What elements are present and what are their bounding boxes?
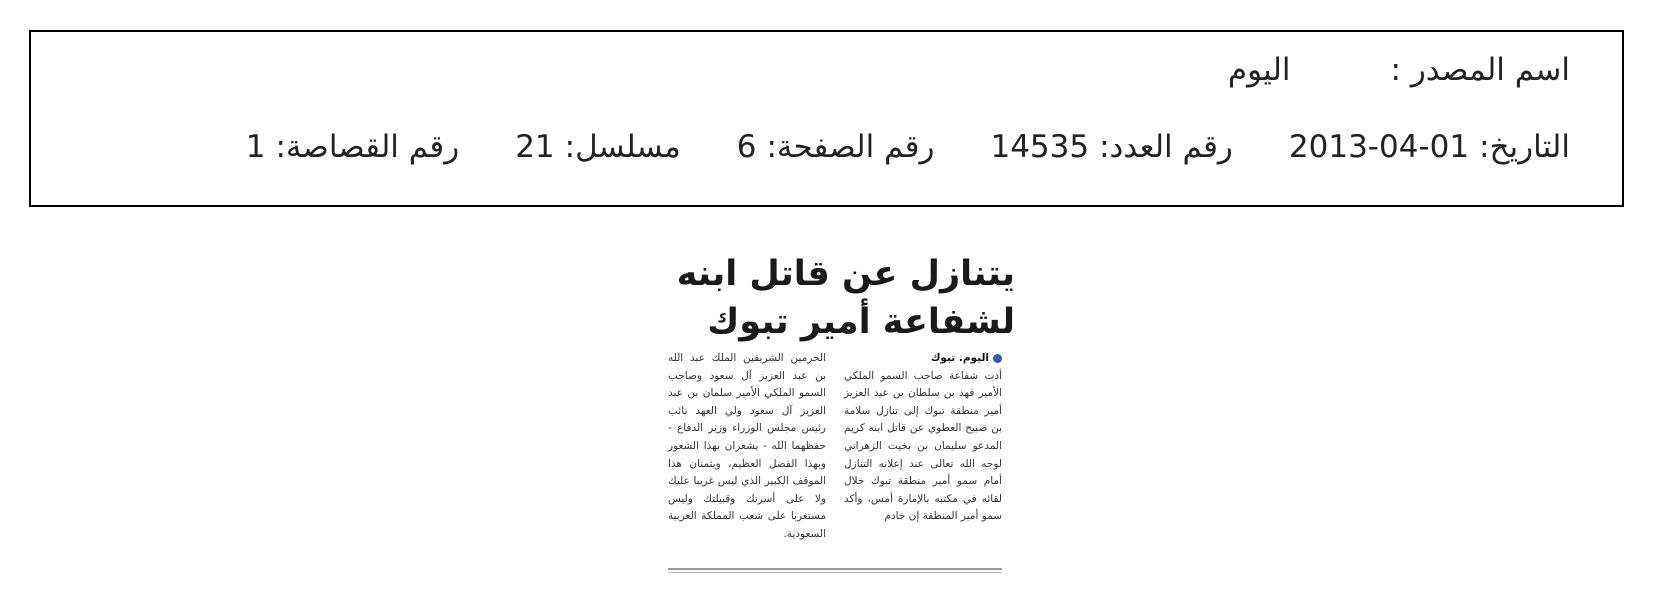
- source-row: [1228, 52, 1570, 88]
- article-column-2: [668, 350, 826, 565]
- column-2-text: الحرمين الشريفين الملك عبد الله بن عبد العزيز آل سعود وصاحب السمو الملكي الأمير سلمان بن عبد العزيز آل سعود ولي العهد نائب رئيس مجلس الوزراء وزير الدفاع - حفظهما الله - يشعران بهذا الشعور وبهذا الفضل العظيم، ويثمنان هذا الموقف الكبير الذي ليس غريبا عليك ولا على أسرتك وقبيلتك وليس مستغربا على شعب المملكة العربية السعودية.: [668, 352, 826, 540]
- clipping-number-field: [246, 129, 459, 165]
- article-headline: [640, 250, 1015, 346]
- article-column-1: [844, 350, 1002, 565]
- byline-text: اليوم. تبوك: [930, 352, 989, 364]
- source-label: اسم المصدر :: [1390, 52, 1570, 88]
- issue-number-field: [990, 129, 1232, 165]
- issue-number-value: 14535: [990, 129, 1090, 165]
- serial-field: [515, 129, 681, 165]
- clipping-metadata-box: [29, 30, 1624, 207]
- page-number-value: 6: [736, 129, 757, 165]
- article-byline: [844, 350, 1002, 368]
- article-body: [668, 350, 1002, 565]
- page-number-field: [737, 129, 935, 165]
- details-row: [190, 129, 1570, 165]
- serial-label: مسلسل:: [564, 129, 681, 165]
- headline-line-2: لشفاعة أمير تبوك: [707, 302, 1015, 342]
- bullet-dot-icon: [993, 354, 1002, 363]
- article-bottom-rule: [668, 568, 1002, 570]
- column-1-text: أدت شفاعة صاحب السمو الملكي الأمير فهد بن سلطان بن عبد العزيز أمير منطقة تبوك إلى تنازل سلامة بن صبيح العطوي عن قاتل ابنه كريم المدعو سليمان بن بخيت الزهراني لوجه الله تعالى عند إعلانه التنازل أمام سمو أمير منطقة تبوك خلال لقائه في مكتبه بالإمارة أمس، وأكد سمو أمير المنطقة إن خادم: [844, 369, 1002, 523]
- date-value: 2013-04-01: [1288, 129, 1470, 165]
- headline-line-1: يتنازل عن قاتل ابنه: [676, 254, 1015, 294]
- page-number-label: رقم الصفحة:: [766, 129, 935, 165]
- clipping-number-value: 1: [245, 129, 266, 165]
- issue-number-label: رقم العدد:: [1099, 129, 1233, 165]
- article-bottom-rule-thin: [668, 572, 1002, 573]
- clipping-number-label: رقم القصاصة:: [275, 129, 460, 165]
- serial-value: 21: [515, 129, 555, 165]
- source-value: اليوم: [1227, 52, 1291, 88]
- date-label: التاريخ:: [1479, 129, 1570, 165]
- date-field: [1289, 129, 1570, 165]
